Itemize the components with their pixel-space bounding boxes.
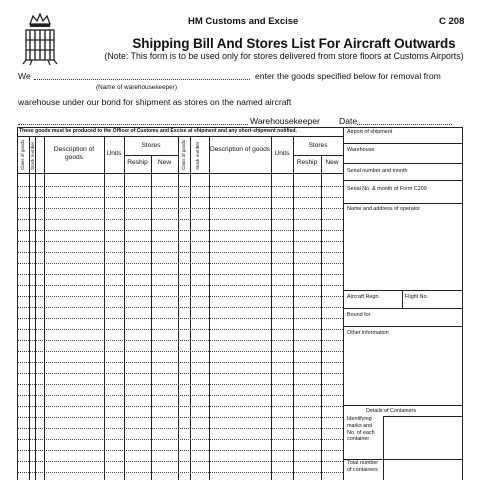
- enter-goods-text: enter the goods specified below for removal from: [255, 71, 441, 81]
- col-units-right: Units: [274, 150, 290, 157]
- table-row[interactable]: [17, 373, 343, 374]
- name-caption: (Name of warehousekeeper): [96, 84, 177, 91]
- table-row[interactable]: [17, 384, 343, 385]
- operator-label: Name and address of operator: [347, 206, 421, 212]
- table-notice: These goods must be produced to the Officer of Customs and Excise at shipment and any short-shipment notified.: [19, 128, 297, 134]
- form-number: C 208: [439, 16, 465, 27]
- table-row[interactable]: [17, 285, 343, 286]
- table-row[interactable]: [17, 241, 343, 242]
- table-row[interactable]: [17, 417, 343, 418]
- table-row[interactable]: [17, 340, 343, 341]
- warehousekeeper-name-field[interactable]: [34, 79, 250, 80]
- form-note: (Note: This form is to be used only for stores delivered from store floors at Customs Airports): [104, 51, 464, 61]
- warehouse-label: Warehouse: [347, 147, 375, 153]
- table-row[interactable]: [17, 351, 343, 352]
- total-containers-label: Total number of containers: [347, 460, 379, 473]
- col-stores-left: Stores: [141, 142, 161, 149]
- col-class-left: Class of goods: [20, 139, 25, 170]
- date-label: Date: [339, 116, 358, 126]
- identifying-label: Identifying marks and No. of each container: [347, 416, 375, 443]
- col-new-right: New: [325, 159, 339, 166]
- table-row[interactable]: [17, 230, 343, 231]
- table-row[interactable]: [17, 472, 343, 473]
- date-field[interactable]: [357, 124, 452, 125]
- table-row[interactable]: [17, 307, 343, 308]
- bound-for-label: Bound for: [347, 312, 371, 318]
- we-label: We: [18, 71, 31, 81]
- serial-label: Serial number and month: [347, 168, 408, 174]
- flight-no-label: Flight No.: [405, 294, 429, 300]
- table-row[interactable]: [17, 197, 343, 198]
- table-row[interactable]: [17, 406, 343, 407]
- containers-title: Details of Containers: [366, 408, 417, 414]
- table-row[interactable]: [17, 329, 343, 330]
- col-description-right: Description of goods: [209, 146, 271, 153]
- airport-label: Airport of shipment: [347, 129, 393, 135]
- authority-name: HM Customs and Excise: [188, 16, 299, 27]
- table-row[interactable]: [17, 439, 343, 440]
- table-row[interactable]: [17, 461, 343, 462]
- table-row[interactable]: [17, 296, 343, 297]
- form-title: Shipping Bill And Stores List For Aircraft Outwards: [132, 36, 456, 51]
- col-stock-right: Stock number: [195, 141, 200, 170]
- col-class-right: Class of goods: [181, 139, 186, 170]
- table-row[interactable]: [17, 274, 343, 275]
- declaration-line2: warehouse under our bond for shipment as stores on the named aircraft: [18, 97, 292, 107]
- col-stores-right: Stores: [308, 142, 328, 149]
- aircraft-regn-label: Aircraft Regn.: [347, 294, 380, 300]
- table-row[interactable]: [17, 186, 343, 187]
- table-row[interactable]: [17, 219, 343, 220]
- col-new-left: New: [157, 159, 172, 166]
- serial-c209-label: Serial No. & month of Form C209: [347, 186, 427, 192]
- table-row[interactable]: [17, 263, 343, 264]
- table-row[interactable]: [17, 318, 343, 319]
- col-units-left: Units: [106, 150, 122, 157]
- table-row[interactable]: [17, 208, 343, 209]
- warehousekeeper-label: Warehousekeeper: [250, 116, 320, 126]
- col-stock-left: Stock number: [30, 141, 35, 170]
- other-info-label: Other information: [347, 330, 389, 336]
- table-row[interactable]: [17, 252, 343, 253]
- warehousekeeper-signature-field[interactable]: [18, 124, 248, 125]
- table-row[interactable]: [17, 450, 343, 451]
- table-row[interactable]: [17, 362, 343, 363]
- table-row[interactable]: [17, 428, 343, 429]
- col-description-left: Description of goods: [53, 146, 95, 161]
- table-row[interactable]: [17, 395, 343, 396]
- col-reship-right: Reship: [296, 159, 318, 166]
- col-reship-left: Reship: [127, 159, 148, 166]
